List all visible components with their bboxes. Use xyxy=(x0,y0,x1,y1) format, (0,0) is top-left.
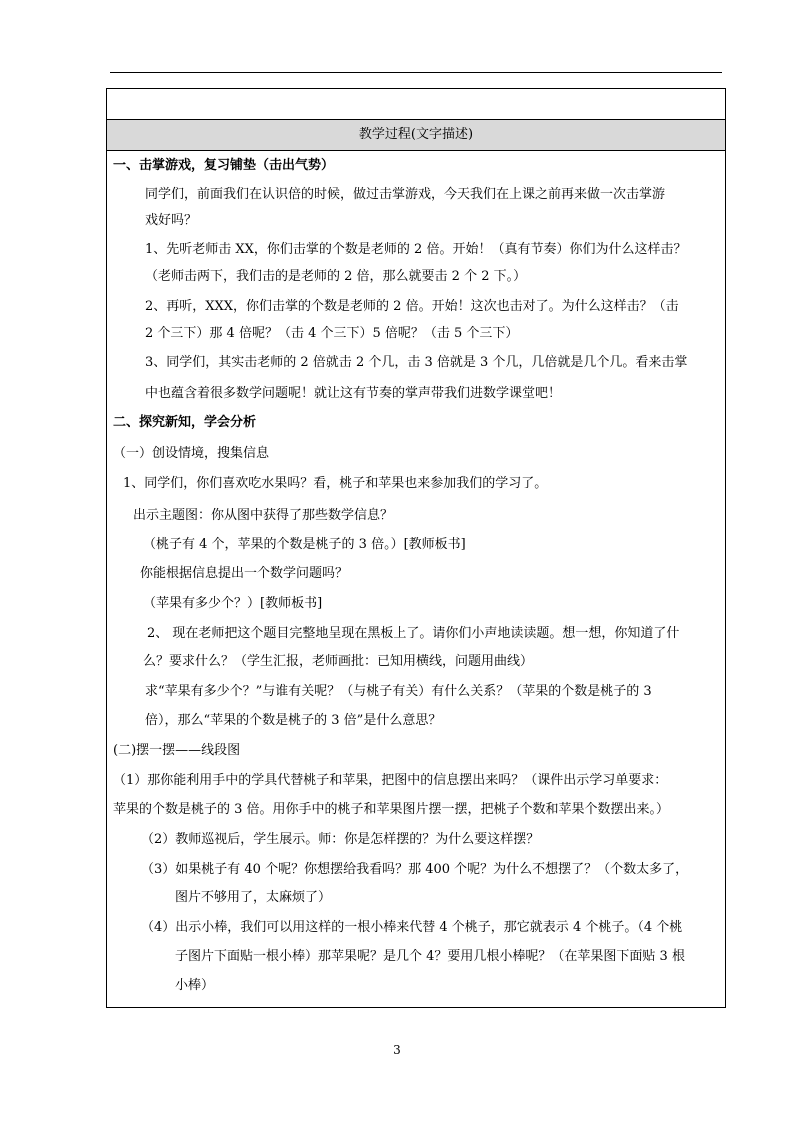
paragraph-line: 2、再听，XXX，你们击掌的个数是老师的 2 倍。开始！这次也击对了。为什么这样击？（击 xyxy=(145,299,679,314)
paragraph-line: 2、 现在老师把这个题目完整地呈现在黑板上了。请你们小声地读读题。想一想，你知道了什 xyxy=(147,626,680,641)
paragraph-line: （2）教师巡视后，学生展示。师：你是怎样摆的？为什么要这样摆？ xyxy=(141,832,540,847)
paragraph-line: 3、同学们，其实击老师的 2 倍就击 2 个几，击 3 倍就是 3 个几，几倍就是几个几。看来击掌 xyxy=(145,355,688,370)
paragraph-line: 图片不够用了，太麻烦了） xyxy=(175,890,332,905)
paragraph-line: （老师击两下，我们击的是老师的 2 倍，那么就要击 2 个 2 下。） xyxy=(145,269,527,284)
subheading: （一）创设情境，搜集信息 xyxy=(113,446,270,461)
heading-2: 二、探究新知，学会分析 xyxy=(113,415,257,430)
paragraph-line: 子图片下面贴一根小棒）那苹果呢？是几个 4？要用几根小棒呢？（在苹果图下面贴 3 根 xyxy=(175,949,685,964)
empty-row xyxy=(107,89,725,120)
paragraph-line: 求“苹果有多少个？”与谁有关呢？（与桃子有关）有什么关系？（苹果的个数是桃子的 3 xyxy=(145,684,652,699)
paragraph-line: 1、先听老师击 XX，你们击掌的个数是老师的 2 倍。开始！（真有节奏）你们为什么这样击？ xyxy=(145,242,687,257)
paragraph-line: （苹果有多少个？）[教师板书] xyxy=(143,596,323,611)
paragraph-line: （桃子有 4 个，苹果的个数是桃子的 3 倍。）[教师板书] xyxy=(143,537,466,552)
paragraph-line: 苹果的个数是桃子的 3 倍。用你手中的桃子和苹果图片摆一摆，把桃子个数和苹果个数摆出来。） xyxy=(113,802,670,817)
paragraph-line: 小棒） xyxy=(175,978,215,993)
paragraph-line: 戏好吗？ xyxy=(145,213,198,228)
paragraph-line: （1）那你能利用手中的学具代替桃子和苹果，把图中的信息摆出来吗？（课件出示学习单要求： xyxy=(113,773,668,788)
section-title-row: 教学过程(文字描述) xyxy=(107,120,725,151)
heading-1: 一、击掌游戏，复习铺垫（击出气势） xyxy=(113,158,335,173)
paragraph-line: 么？要求什么？（学生汇报，老师画批：已知用横线，问题用曲线） xyxy=(143,654,534,669)
page-number: 3 xyxy=(393,1043,401,1057)
paragraph-line: 1、同学们，你们喜欢吃水果吗？看，桃子和苹果也来参加我们的学习了。 xyxy=(123,476,548,491)
paragraph-line: （3）如果桃子有 40 个呢？你想摆给我看吗？那 400 个呢？为什么不想摆了？（个数太多了， xyxy=(141,862,689,877)
paragraph-line: 2 个三下）那 4 倍呢？（击 4 个三下）5 倍呢？（击 5 个三下） xyxy=(145,326,519,341)
paragraph-line: 倍），那么“苹果的个数是桃子的 3 倍”是什么意思？ xyxy=(145,713,442,728)
header-rule xyxy=(110,72,722,73)
paragraph-line: 你能根据信息提出一个数学问题吗？ xyxy=(140,566,349,581)
paragraph-line: 同学们，前面我们在认识倍的时候，做过击掌游戏，今天我们在上课之前再来做一次击掌游 xyxy=(145,187,666,202)
paragraph-line: 出示主题图：你从图中获得了那些数学信息？ xyxy=(133,508,394,523)
paragraph-line: 中也蕴含着很多数学问题呢！就让这有节奏的掌声带我们进数学课堂吧！ xyxy=(145,386,562,401)
lesson-table xyxy=(106,88,726,1008)
subheading: (二)摆一摆——线段图 xyxy=(113,743,241,758)
paragraph-line: （4）出示小棒，我们可以用这样的一根小棒来代替 4 个桃子，那它就表示 4 个桃子。（4 个桃 xyxy=(141,920,683,935)
